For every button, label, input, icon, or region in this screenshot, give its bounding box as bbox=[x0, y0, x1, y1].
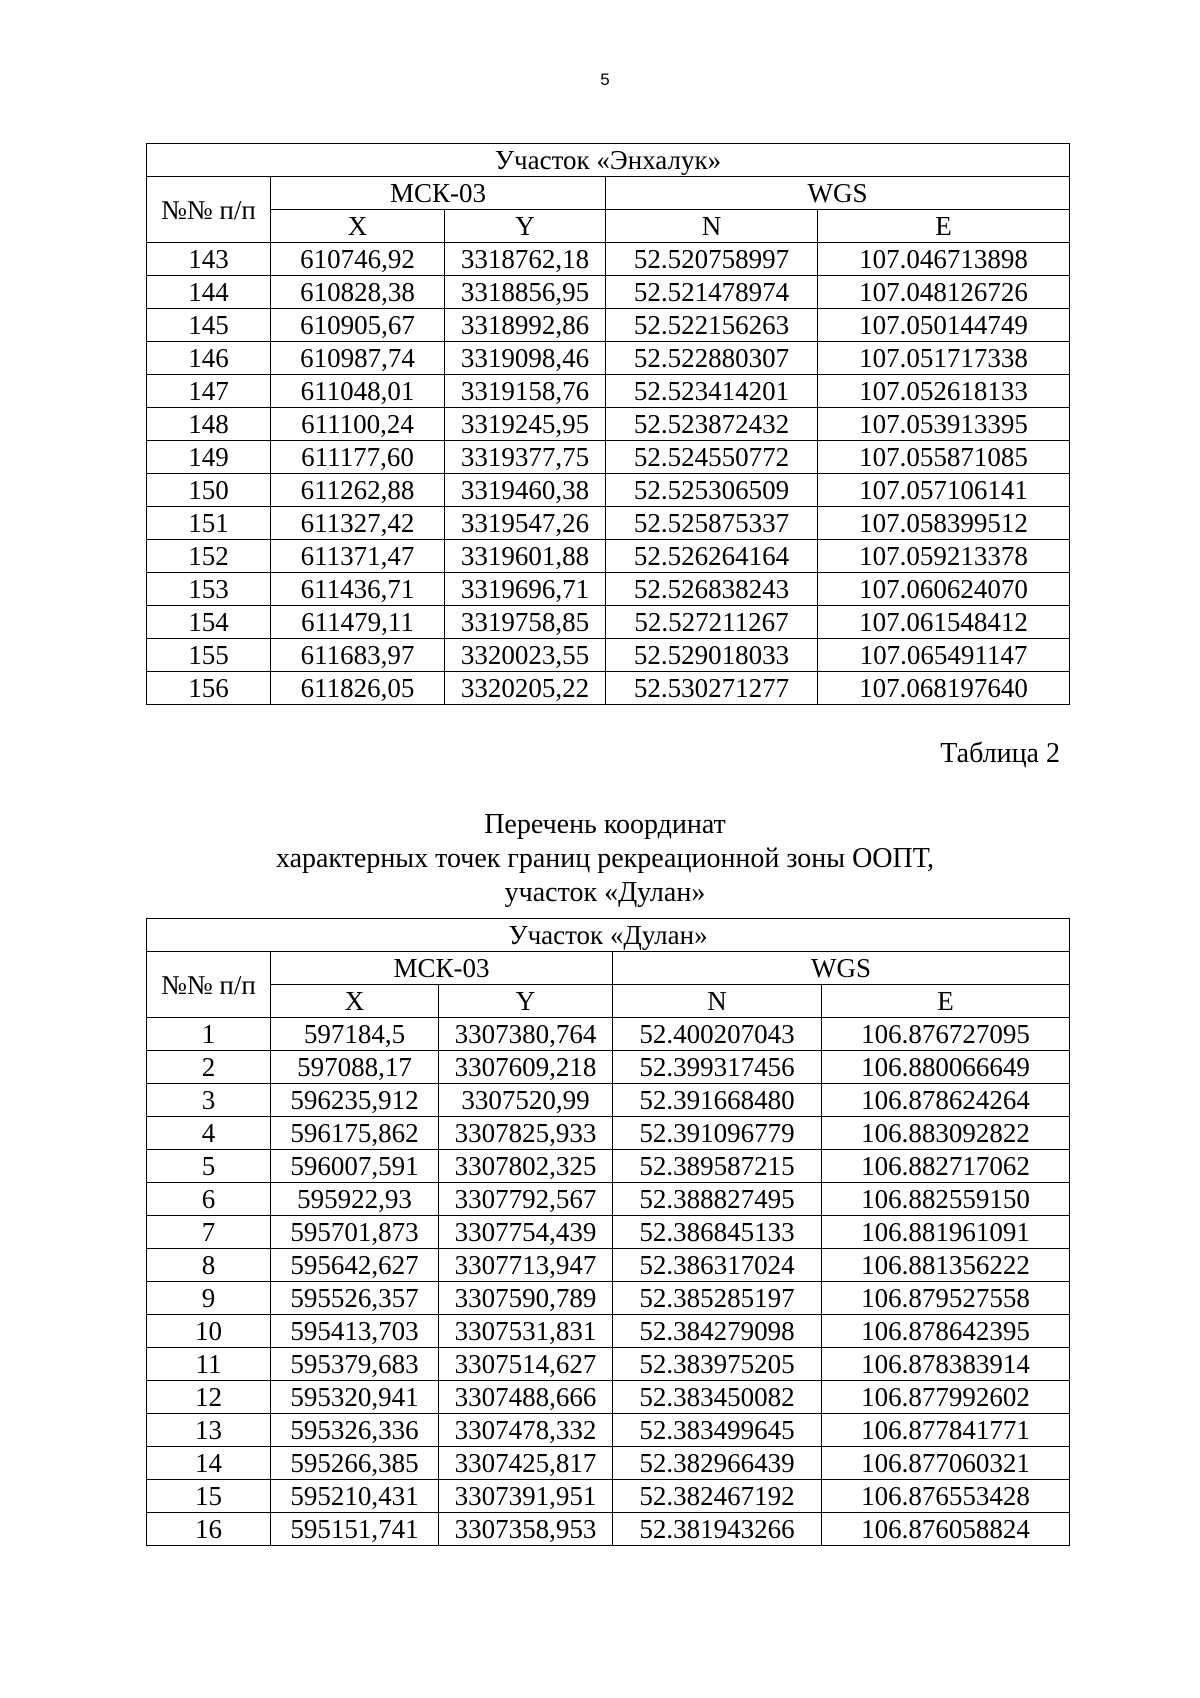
cell-x: 610905,67 bbox=[271, 309, 445, 342]
cell-y: 3307609,218 bbox=[439, 1051, 613, 1084]
table-group-header-row bbox=[147, 952, 1070, 985]
cell-n: 52.391668480 bbox=[613, 1084, 822, 1117]
table-row bbox=[147, 375, 1070, 408]
cell-y: 3318762,18 bbox=[445, 243, 606, 276]
table-row bbox=[147, 1216, 1070, 1249]
column-group-wgs: WGS bbox=[613, 952, 1070, 985]
cell-y: 3307520,99 bbox=[439, 1084, 613, 1117]
table-row bbox=[147, 1381, 1070, 1414]
table-row bbox=[147, 639, 1070, 672]
column-header-n: N bbox=[613, 985, 822, 1018]
cell-n: 52.391096779 bbox=[613, 1117, 822, 1150]
table-row bbox=[147, 1513, 1070, 1546]
cell-y: 3307425,817 bbox=[439, 1447, 613, 1480]
cell-x: 595266,385 bbox=[271, 1447, 439, 1480]
cell-e: 107.068197640 bbox=[818, 672, 1070, 705]
column-group-msk: МСК-03 bbox=[271, 177, 606, 210]
table-row bbox=[147, 573, 1070, 606]
coordinates-table-enkhaluk bbox=[146, 143, 1070, 705]
cell-number: 2 bbox=[147, 1051, 271, 1084]
cell-e: 106.877992602 bbox=[822, 1381, 1070, 1414]
table-title: Участок «Энхалук» bbox=[147, 144, 1070, 177]
cell-y: 3320205,22 bbox=[445, 672, 606, 705]
cell-e: 106.880066649 bbox=[822, 1051, 1070, 1084]
cell-number: 143 bbox=[147, 243, 271, 276]
table-row bbox=[147, 441, 1070, 474]
heading-line-1: Перечень координат bbox=[484, 809, 726, 840]
table-title-row bbox=[147, 144, 1070, 177]
cell-number: 147 bbox=[147, 375, 271, 408]
cell-e: 106.876553428 bbox=[822, 1480, 1070, 1513]
cell-n: 52.399317456 bbox=[613, 1051, 822, 1084]
table-row bbox=[147, 243, 1070, 276]
cell-x: 611683,97 bbox=[271, 639, 445, 672]
cell-n: 52.524550772 bbox=[606, 441, 818, 474]
page-number: 5 bbox=[600, 70, 610, 89]
cell-number: 149 bbox=[147, 441, 271, 474]
cell-number: 144 bbox=[147, 276, 271, 309]
table-row bbox=[147, 1084, 1070, 1117]
table-row bbox=[147, 606, 1070, 639]
cell-n: 52.523872432 bbox=[606, 408, 818, 441]
table-group-header-row bbox=[147, 177, 1070, 210]
cell-number: 10 bbox=[147, 1315, 271, 1348]
cell-e: 106.876727095 bbox=[822, 1018, 1070, 1051]
cell-e: 106.882717062 bbox=[822, 1150, 1070, 1183]
cell-y: 3307488,666 bbox=[439, 1381, 613, 1414]
cell-n: 52.382966439 bbox=[613, 1447, 822, 1480]
cell-number: 11 bbox=[147, 1348, 271, 1381]
table-row bbox=[147, 1117, 1070, 1150]
cell-x: 595320,941 bbox=[271, 1381, 439, 1414]
cell-n: 52.530271277 bbox=[606, 672, 818, 705]
cell-number: 7 bbox=[147, 1216, 271, 1249]
cell-x: 597088,17 bbox=[271, 1051, 439, 1084]
cell-y: 3307531,831 bbox=[439, 1315, 613, 1348]
cell-x: 611826,05 bbox=[271, 672, 445, 705]
cell-x: 595151,741 bbox=[271, 1513, 439, 1546]
table-row bbox=[147, 342, 1070, 375]
cell-y: 3319696,71 bbox=[445, 573, 606, 606]
cell-x: 611048,01 bbox=[271, 375, 445, 408]
table-row bbox=[147, 1051, 1070, 1084]
cell-number: 3 bbox=[147, 1084, 271, 1117]
table-caption: Таблица 2 bbox=[940, 738, 1060, 769]
cell-x: 595413,703 bbox=[271, 1315, 439, 1348]
cell-number: 14 bbox=[147, 1447, 271, 1480]
cell-number: 8 bbox=[147, 1249, 271, 1282]
cell-n: 52.526838243 bbox=[606, 573, 818, 606]
cell-x: 595379,683 bbox=[271, 1348, 439, 1381]
cell-n: 52.522880307 bbox=[606, 342, 818, 375]
cell-e: 107.050144749 bbox=[818, 309, 1070, 342]
cell-x: 596007,591 bbox=[271, 1150, 439, 1183]
cell-x: 611371,47 bbox=[271, 540, 445, 573]
cell-number: 152 bbox=[147, 540, 271, 573]
cell-e: 107.061548412 bbox=[818, 606, 1070, 639]
cell-y: 3307825,933 bbox=[439, 1117, 613, 1150]
cell-n: 52.388827495 bbox=[613, 1183, 822, 1216]
cell-x: 611479,11 bbox=[271, 606, 445, 639]
cell-e: 106.877841771 bbox=[822, 1414, 1070, 1447]
column-group-wgs: WGS bbox=[606, 177, 1070, 210]
table-title-row bbox=[147, 919, 1070, 952]
cell-e: 106.881961091 bbox=[822, 1216, 1070, 1249]
table-row bbox=[147, 1282, 1070, 1315]
cell-number: 148 bbox=[147, 408, 271, 441]
cell-e: 107.051717338 bbox=[818, 342, 1070, 375]
cell-number: 150 bbox=[147, 474, 271, 507]
cell-e: 107.058399512 bbox=[818, 507, 1070, 540]
column-header-number: №№ п/п bbox=[147, 952, 271, 1018]
cell-x: 611436,71 bbox=[271, 573, 445, 606]
table-row bbox=[147, 1447, 1070, 1480]
cell-n: 52.523414201 bbox=[606, 375, 818, 408]
heading-line-3: участок «Дулан» bbox=[504, 877, 706, 908]
table-row bbox=[147, 1414, 1070, 1447]
cell-number: 4 bbox=[147, 1117, 271, 1150]
table-subheader-row bbox=[147, 210, 1070, 243]
cell-y: 3319547,26 bbox=[445, 507, 606, 540]
cell-n: 52.522156263 bbox=[606, 309, 818, 342]
heading-line-2: характерных точек границ рекреационной зоны ООПТ, bbox=[275, 843, 935, 874]
coordinates-table-dulan bbox=[146, 918, 1070, 1546]
cell-e: 107.048126726 bbox=[818, 276, 1070, 309]
cell-y: 3307754,439 bbox=[439, 1216, 613, 1249]
cell-y: 3307514,627 bbox=[439, 1348, 613, 1381]
table-row bbox=[147, 1183, 1070, 1216]
column-header-x: X bbox=[271, 210, 445, 243]
table-subheader-row bbox=[147, 985, 1070, 1018]
table-row bbox=[147, 1315, 1070, 1348]
table-row bbox=[147, 408, 1070, 441]
cell-x: 595326,336 bbox=[271, 1414, 439, 1447]
cell-e: 107.052618133 bbox=[818, 375, 1070, 408]
cell-e: 107.055871085 bbox=[818, 441, 1070, 474]
cell-e: 106.878624264 bbox=[822, 1084, 1070, 1117]
cell-e: 106.881356222 bbox=[822, 1249, 1070, 1282]
cell-x: 611100,24 bbox=[271, 408, 445, 441]
cell-e: 106.877060321 bbox=[822, 1447, 1070, 1480]
column-header-y: Y bbox=[439, 985, 613, 1018]
cell-n: 52.383450082 bbox=[613, 1381, 822, 1414]
table-row bbox=[147, 1018, 1070, 1051]
cell-n: 52.382467192 bbox=[613, 1480, 822, 1513]
cell-y: 3307802,325 bbox=[439, 1150, 613, 1183]
cell-y: 3307358,953 bbox=[439, 1513, 613, 1546]
cell-number: 5 bbox=[147, 1150, 271, 1183]
cell-x: 596235,912 bbox=[271, 1084, 439, 1117]
cell-number: 156 bbox=[147, 672, 271, 705]
table-row bbox=[147, 540, 1070, 573]
cell-number: 6 bbox=[147, 1183, 271, 1216]
cell-e: 107.053913395 bbox=[818, 408, 1070, 441]
cell-n: 52.381943266 bbox=[613, 1513, 822, 1546]
cell-e: 106.878642395 bbox=[822, 1315, 1070, 1348]
cell-n: 52.384279098 bbox=[613, 1315, 822, 1348]
cell-number: 154 bbox=[147, 606, 271, 639]
cell-e: 107.046713898 bbox=[818, 243, 1070, 276]
cell-y: 3319460,38 bbox=[445, 474, 606, 507]
cell-y: 3318856,95 bbox=[445, 276, 606, 309]
cell-e: 106.876058824 bbox=[822, 1513, 1070, 1546]
cell-e: 107.060624070 bbox=[818, 573, 1070, 606]
cell-number: 9 bbox=[147, 1282, 271, 1315]
cell-n: 52.529018033 bbox=[606, 639, 818, 672]
cell-y: 3307590,789 bbox=[439, 1282, 613, 1315]
column-header-y: Y bbox=[445, 210, 606, 243]
cell-x: 595701,873 bbox=[271, 1216, 439, 1249]
cell-x: 610746,92 bbox=[271, 243, 445, 276]
cell-x: 610987,74 bbox=[271, 342, 445, 375]
cell-y: 3319377,75 bbox=[445, 441, 606, 474]
column-header-e: E bbox=[822, 985, 1070, 1018]
table-row bbox=[147, 672, 1070, 705]
cell-x: 611327,42 bbox=[271, 507, 445, 540]
cell-n: 52.525875337 bbox=[606, 507, 818, 540]
cell-e: 107.065491147 bbox=[818, 639, 1070, 672]
column-header-x: X bbox=[271, 985, 439, 1018]
cell-y: 3307792,567 bbox=[439, 1183, 613, 1216]
cell-number: 12 bbox=[147, 1381, 271, 1414]
table-title: Участок «Дулан» bbox=[147, 919, 1070, 952]
cell-x: 611262,88 bbox=[271, 474, 445, 507]
cell-y: 3307391,951 bbox=[439, 1480, 613, 1513]
table-row bbox=[147, 1150, 1070, 1183]
column-group-msk: МСК-03 bbox=[271, 952, 613, 985]
table-row bbox=[147, 474, 1070, 507]
cell-n: 52.383975205 bbox=[613, 1348, 822, 1381]
cell-y: 3319758,85 bbox=[445, 606, 606, 639]
cell-n: 52.386317024 bbox=[613, 1249, 822, 1282]
cell-x: 595922,93 bbox=[271, 1183, 439, 1216]
cell-y: 3319098,46 bbox=[445, 342, 606, 375]
table-row bbox=[147, 1348, 1070, 1381]
cell-number: 15 bbox=[147, 1480, 271, 1513]
cell-n: 52.521478974 bbox=[606, 276, 818, 309]
cell-y: 3318992,86 bbox=[445, 309, 606, 342]
cell-number: 145 bbox=[147, 309, 271, 342]
cell-x: 595642,627 bbox=[271, 1249, 439, 1282]
cell-n: 52.385285197 bbox=[613, 1282, 822, 1315]
cell-e: 107.059213378 bbox=[818, 540, 1070, 573]
table-row bbox=[147, 309, 1070, 342]
cell-n: 52.527211267 bbox=[606, 606, 818, 639]
cell-y: 3307713,947 bbox=[439, 1249, 613, 1282]
table-row bbox=[147, 1249, 1070, 1282]
cell-x: 596175,862 bbox=[271, 1117, 439, 1150]
cell-number: 153 bbox=[147, 573, 271, 606]
cell-y: 3307478,332 bbox=[439, 1414, 613, 1447]
cell-n: 52.520758997 bbox=[606, 243, 818, 276]
cell-y: 3307380,764 bbox=[439, 1018, 613, 1051]
cell-e: 107.057106141 bbox=[818, 474, 1070, 507]
column-header-n: N bbox=[606, 210, 818, 243]
table-row bbox=[147, 276, 1070, 309]
cell-number: 1 bbox=[147, 1018, 271, 1051]
cell-n: 52.386845133 bbox=[613, 1216, 822, 1249]
column-header-e: E bbox=[818, 210, 1070, 243]
cell-e: 106.879527558 bbox=[822, 1282, 1070, 1315]
cell-e: 106.882559150 bbox=[822, 1183, 1070, 1216]
cell-y: 3319245,95 bbox=[445, 408, 606, 441]
table-row bbox=[147, 507, 1070, 540]
cell-x: 611177,60 bbox=[271, 441, 445, 474]
column-header-number: №№ п/п bbox=[147, 177, 271, 243]
cell-number: 151 bbox=[147, 507, 271, 540]
cell-x: 597184,5 bbox=[271, 1018, 439, 1051]
cell-y: 3320023,55 bbox=[445, 639, 606, 672]
cell-x: 595210,431 bbox=[271, 1480, 439, 1513]
cell-e: 106.878383914 bbox=[822, 1348, 1070, 1381]
cell-x: 595526,357 bbox=[271, 1282, 439, 1315]
cell-y: 3319158,76 bbox=[445, 375, 606, 408]
cell-number: 16 bbox=[147, 1513, 271, 1546]
cell-n: 52.400207043 bbox=[613, 1018, 822, 1051]
cell-n: 52.389587215 bbox=[613, 1150, 822, 1183]
cell-number: 13 bbox=[147, 1414, 271, 1447]
cell-y: 3319601,88 bbox=[445, 540, 606, 573]
cell-n: 52.525306509 bbox=[606, 474, 818, 507]
cell-e: 106.883092822 bbox=[822, 1117, 1070, 1150]
cell-number: 146 bbox=[147, 342, 271, 375]
table-row bbox=[147, 1480, 1070, 1513]
cell-x: 610828,38 bbox=[271, 276, 445, 309]
cell-n: 52.526264164 bbox=[606, 540, 818, 573]
cell-number: 155 bbox=[147, 639, 271, 672]
cell-n: 52.383499645 bbox=[613, 1414, 822, 1447]
